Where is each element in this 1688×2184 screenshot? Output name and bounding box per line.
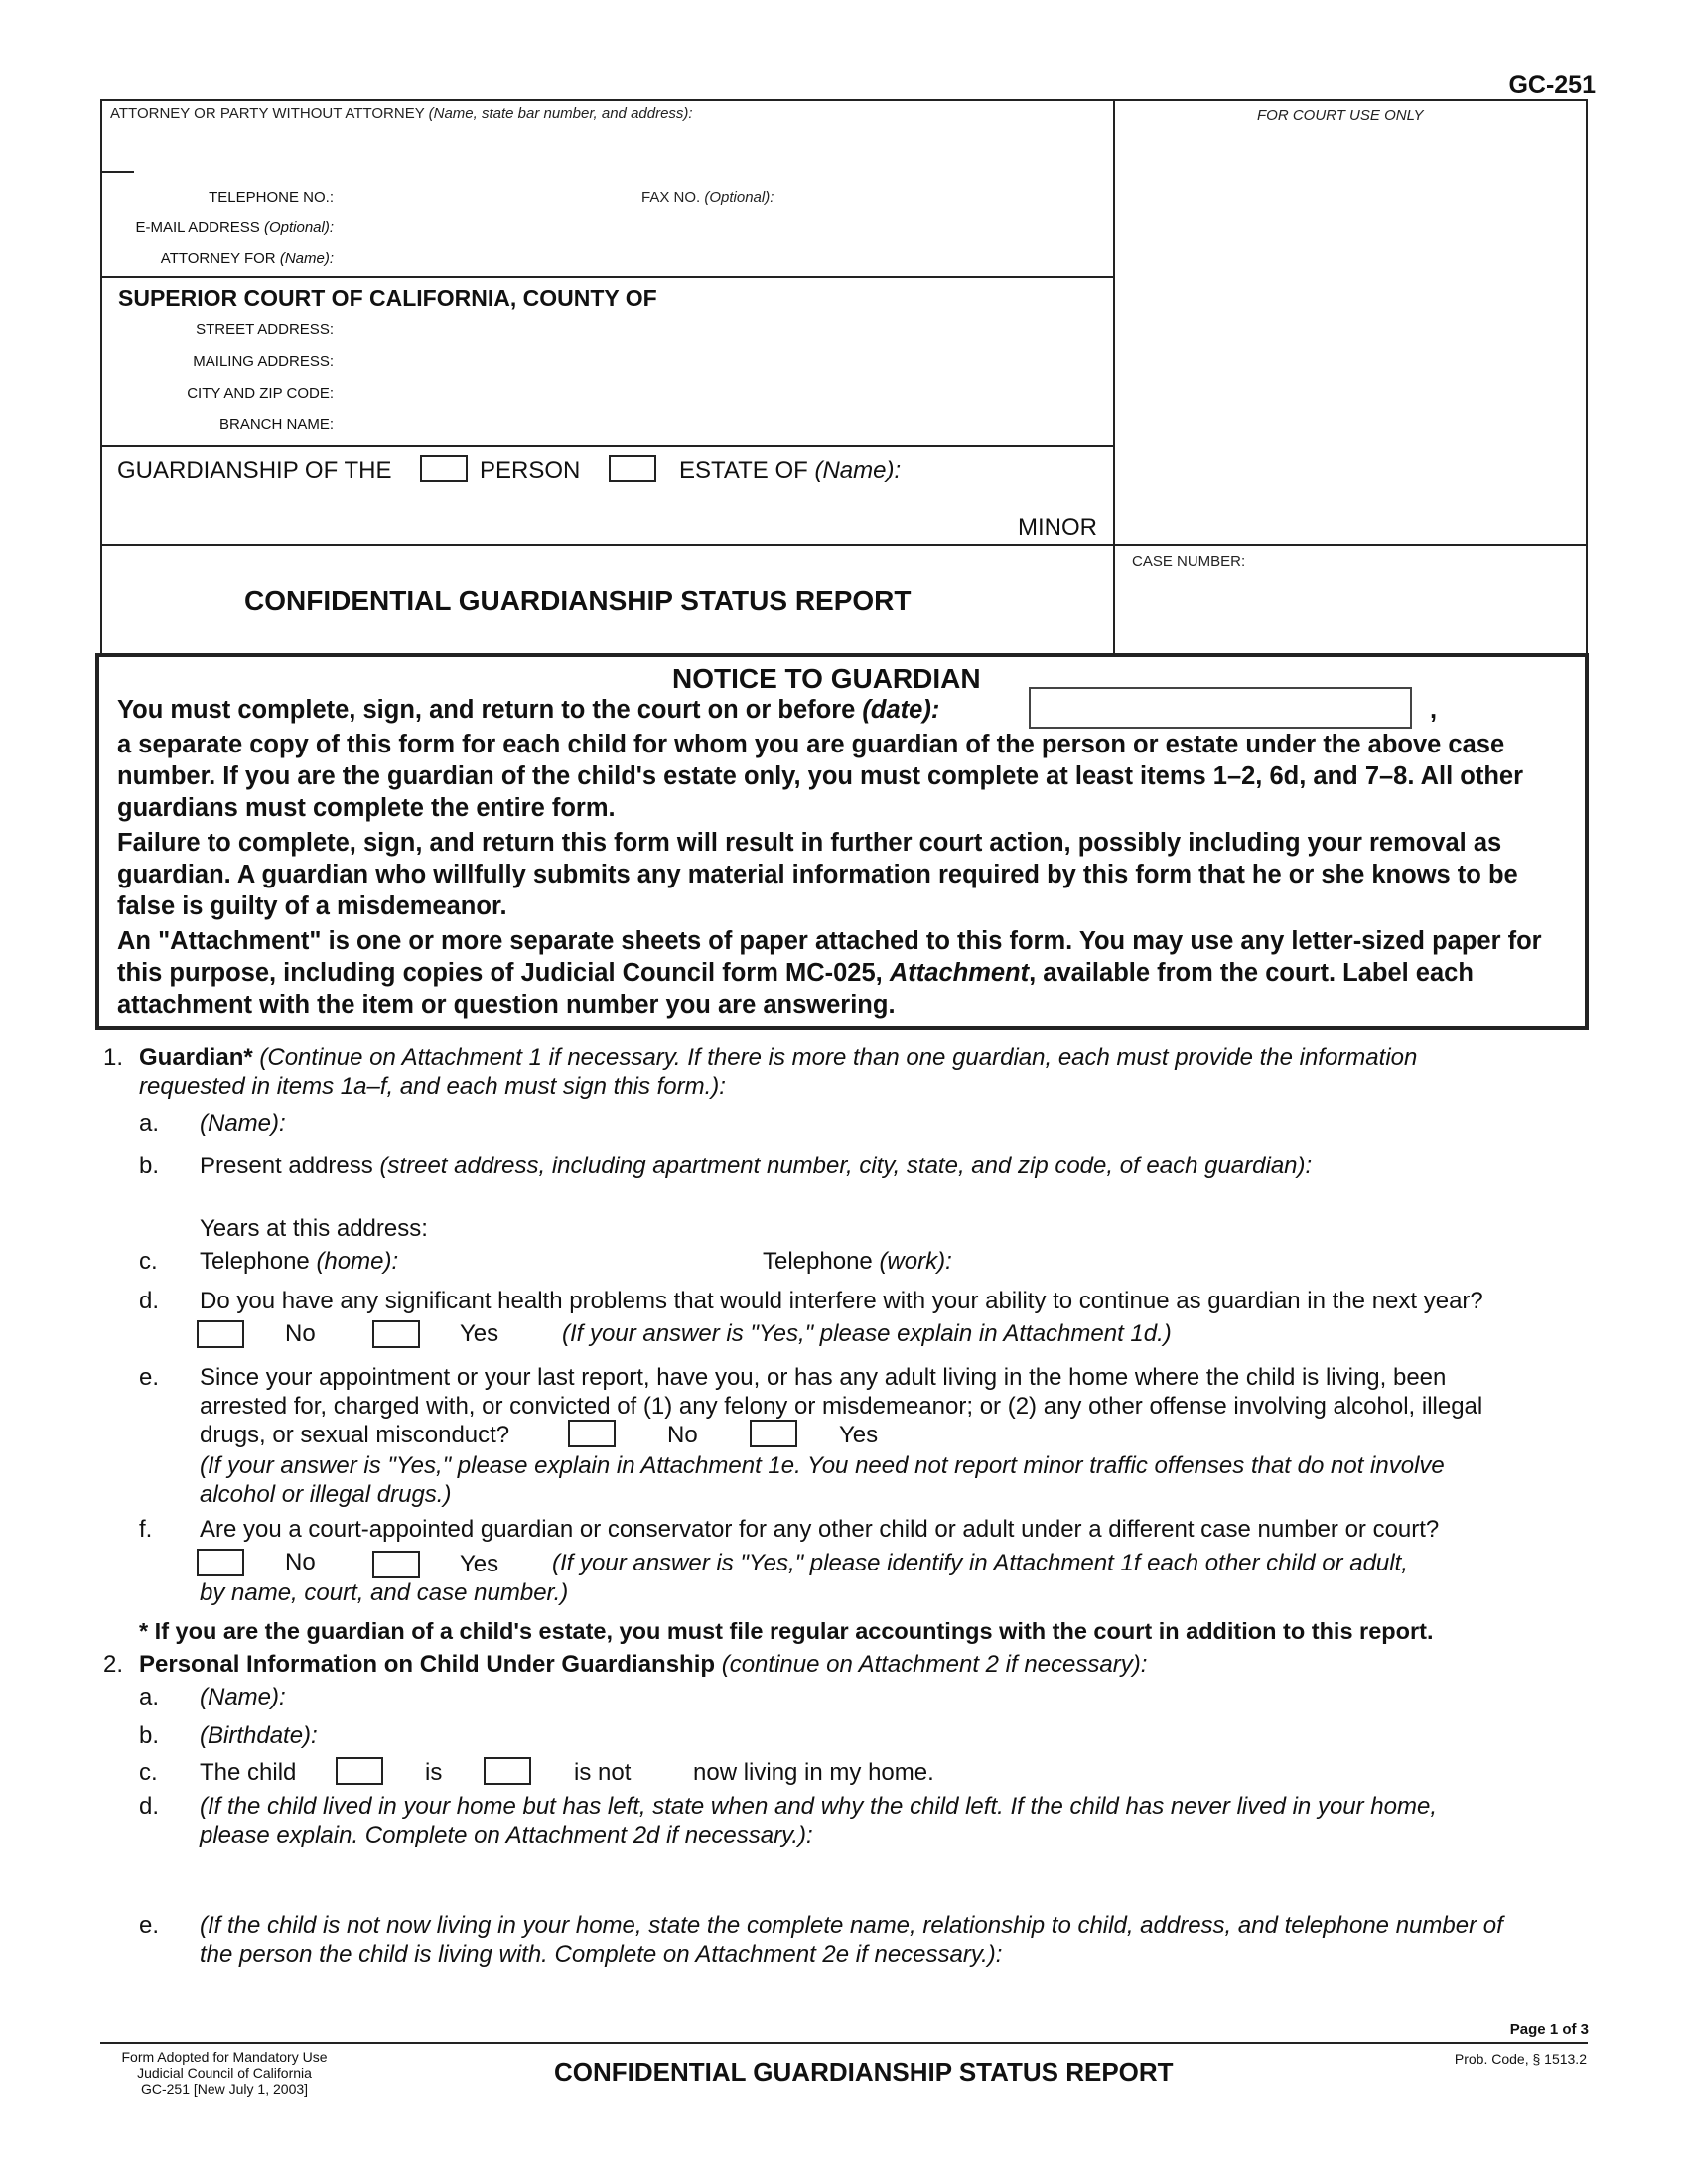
item1b-address: Present address (street address, including apartment number, city, state, and zip code, of each guardian):: [200, 1153, 1313, 1179]
item1e-note2: alcohol or illegal drugs.): [200, 1481, 452, 1508]
item1f-note1: (If your answer is "Yes," please identify in Attachment 1f each other child or adult,: [552, 1550, 1408, 1576]
item2c-label: The child: [200, 1759, 297, 1786]
adopted-line-3: GC-251 [New July 1, 2003]: [140, 2081, 309, 2097]
item1d-no-label: No: [285, 1320, 316, 1347]
item1b-letter: b.: [139, 1153, 160, 1179]
footer-rule: [100, 2042, 1588, 2044]
notice-paragraph-3: An "Attachment" is one or more separate sheets of paper attached to this form. You may use any letter-sized paper for this purpose, including copies of Judicial Council form MC-025, Attachment, available from the court. Label each attachment with the item or question number you are answering.: [117, 927, 1542, 1019]
item2e-line1: (If the child is not now living in your home, state the complete name, relationship to child, address, and telephone number of: [200, 1912, 1503, 1939]
header-divider: [1113, 99, 1115, 655]
divider-line: [100, 544, 1588, 546]
item1d-yes-checkbox[interactable]: [372, 1320, 420, 1348]
item1d-question: Do you have any significant health problems that would interfere with your ability to continue as guardian in the next year?: [200, 1288, 1483, 1314]
item2a-name: (Name):: [200, 1684, 286, 1710]
email-label: E-MAIL ADDRESS (Optional):: [135, 219, 334, 236]
item2e-letter: e.: [139, 1912, 160, 1939]
divider-line: [100, 276, 1115, 278]
item2d-line1: (If the child lived in your home but has left, state when and why the child left. If the child has never lived in your home,: [200, 1793, 1438, 1820]
item1e-line1: Since your appointment or your last report, have you, or has any adult living in the home where the child is living, been: [200, 1364, 1447, 1391]
item2c-is-checkbox[interactable]: [336, 1757, 383, 1785]
item2-number: 2.: [103, 1651, 124, 1678]
item2a-letter: a.: [139, 1684, 160, 1710]
item1f-yes-label: Yes: [460, 1551, 499, 1577]
item1a-letter: a.: [139, 1110, 160, 1137]
divider-line: [100, 445, 1115, 447]
item1e-yes-label: Yes: [839, 1422, 879, 1448]
item1-note-line2: requested in items 1a–f, and each must sign this form.):: [139, 1073, 726, 1100]
item1e-line3: drugs, or sexual misconduct?: [200, 1422, 510, 1448]
item1f-no-label: No: [285, 1549, 316, 1575]
estate-checkbox[interactable]: [609, 455, 656, 482]
person-checkbox[interactable]: [420, 455, 468, 482]
item1e-letter: e.: [139, 1364, 160, 1391]
item1f-no-checkbox[interactable]: [197, 1549, 244, 1576]
item1f-letter: f.: [139, 1516, 153, 1543]
estate-footnote: * If you are the guardian of a child's estate, you must file regular accountings with the court in addition to this report.: [139, 1618, 1434, 1644]
item1c-home-phone: Telephone (home):: [200, 1248, 399, 1275]
item2e-line2: the person the child is living with. Complete on Attachment 2e if necessary.):: [200, 1941, 1003, 1968]
item1c-letter: c.: [139, 1248, 158, 1275]
item2c-isnot-checkbox[interactable]: [484, 1757, 531, 1785]
notice-date-input[interactable]: [1029, 687, 1412, 729]
item1-heading: Guardian* (Continue on Attachment 1 if necessary. If there is more than one guardian, each must provide the information: [139, 1044, 1418, 1071]
item1e-note1: (If your answer is "Yes," please explain in Attachment 1e. You need not report minor traffic offenses that do not involve: [200, 1452, 1445, 1479]
item1b-years: Years at this address:: [200, 1215, 428, 1242]
item1a-name: (Name):: [200, 1110, 286, 1137]
item2c-is-label: is: [425, 1759, 443, 1786]
telephone-label: TELEPHONE NO.:: [209, 189, 334, 205]
notice-paragraph-1: a separate copy of this form for each child for whom you are guardian of the person or estate under the above case number. If you are the guardian of the child's estate only, you must complete at least items 1–2, 6d, and 7–8. All other guardians must complete the entire form.: [117, 731, 1524, 822]
guardianship-of-label: GUARDIANSHIP OF THE: [117, 457, 392, 483]
item2d-line2: please explain. Complete on Attachment 2d if necessary.):: [200, 1822, 813, 1848]
item1f-yes-checkbox[interactable]: [372, 1551, 420, 1578]
adopted-line-1: Form Adopted for Mandatory Use: [121, 2049, 328, 2065]
item1d-note: (If your answer is "Yes," please explain in Attachment 1d.): [562, 1320, 1172, 1347]
estate-label: ESTATE OF (Name):: [679, 457, 902, 483]
street-label: STREET ADDRESS:: [196, 321, 334, 338]
item2c-rest: now living in my home.: [693, 1759, 934, 1786]
form-id: GC-251: [1508, 71, 1596, 99]
notice-paragraph-2: Failure to complete, sign, and return this form will result in further court action, possibly including your removal as guardian. A guardian who willfully submits any material information required by this form that he or she knows to be false is guilty of a misdemeanor.: [117, 829, 1518, 920]
tick-mark: [102, 171, 134, 173]
attorney-label: ATTORNEY OR PARTY WITHOUT ATTORNEY (Name, state bar number, and address):: [110, 105, 693, 122]
item1-number: 1.: [103, 1044, 124, 1071]
footer-code: Prob. Code, § 1513.2: [1454, 2051, 1587, 2067]
page-number: Page 1 of 3: [1509, 2021, 1589, 2038]
form-title: CONFIDENTIAL GUARDIANSHIP STATUS REPORT: [244, 585, 912, 615]
item1f-question: Are you a court-appointed guardian or conservator for any other child or adult under a different case number or court?: [200, 1516, 1440, 1543]
item1e-line2: arrested for, charged with, or convicted of (1) any felony or misdemeanor; or (2) any other offense involving alcohol, illegal: [200, 1393, 1483, 1420]
item1d-letter: d.: [139, 1288, 160, 1314]
item1e-yes-checkbox[interactable]: [750, 1420, 797, 1447]
footer-title: CONFIDENTIAL GUARDIANSHIP STATUS REPORT: [554, 2057, 1174, 2087]
item1c-work-phone: Telephone (work):: [763, 1248, 952, 1275]
adopted-line-2: Judicial Council of California: [137, 2065, 312, 2081]
item2c-isnot-label: is not: [574, 1759, 632, 1786]
case-number-label: CASE NUMBER:: [1132, 553, 1246, 570]
attorney-for-label: ATTORNEY FOR (Name):: [160, 250, 334, 267]
item2b-letter: b.: [139, 1722, 160, 1749]
header-box: [100, 99, 1588, 655]
branch-label: BRANCH NAME:: [218, 416, 334, 433]
item1e-no-label: No: [667, 1422, 698, 1448]
notice-heading: NOTICE TO GUARDIAN: [672, 663, 981, 694]
city-label: CITY AND ZIP CODE:: [187, 385, 334, 402]
item2c-letter: c.: [139, 1759, 158, 1786]
item1d-yes-label: Yes: [460, 1320, 499, 1347]
item2d-letter: d.: [139, 1793, 160, 1820]
court-use-label: FOR COURT USE ONLY: [1257, 107, 1424, 124]
notice-body: [117, 729, 1569, 1021]
court-title: SUPERIOR COURT OF CALIFORNIA, COUNTY OF: [118, 285, 657, 311]
notice-comma: ,: [1430, 696, 1438, 724]
item2-heading: Personal Information on Child Under Guardianship (continue on Attachment 2 if necessary):: [139, 1651, 1148, 1678]
minor-label: MINOR: [1018, 514, 1097, 541]
item1f-note2: by name, court, and case number.): [200, 1579, 569, 1606]
person-label: PERSON: [480, 457, 581, 483]
item2b-birthdate: (Birthdate):: [200, 1722, 318, 1749]
item1d-no-checkbox[interactable]: [197, 1320, 244, 1348]
fax-label: FAX NO. (Optional):: [641, 189, 774, 205]
item1e-no-checkbox[interactable]: [568, 1420, 616, 1447]
footer-adopted: [95, 2049, 353, 2097]
notice-date-line: You must complete, sign, and return to the court on or before (date):: [117, 696, 940, 724]
mailing-label: MAILING ADDRESS:: [193, 353, 334, 370]
